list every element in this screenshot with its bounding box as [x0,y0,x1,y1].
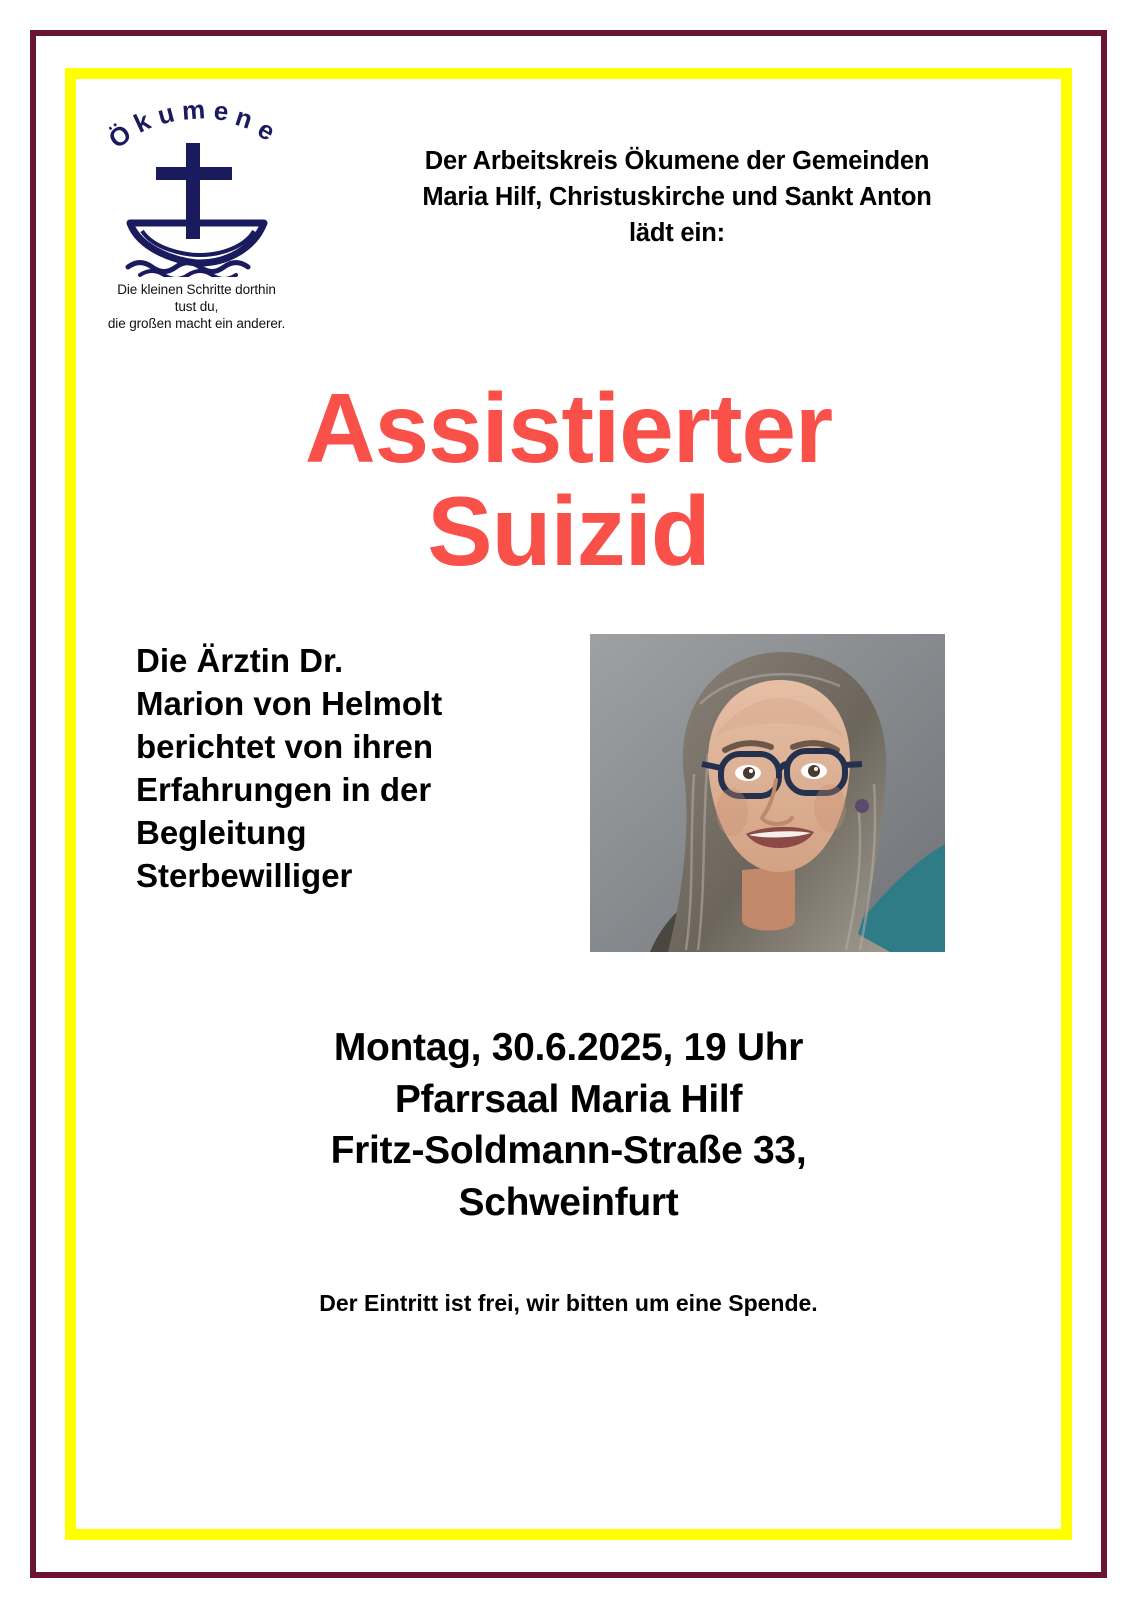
speaker-line-5: Begleitung [136,813,307,851]
invitation-line-3: lädt ein: [629,219,725,248]
speaker-description [136,634,566,897]
invitation-line-2: Maria Hilf, Christuskirche und Sankt Anton [422,183,932,212]
logo-motto [94,282,299,333]
speaker-section [94,634,1043,952]
logo-motto-line-1: Die kleinen Schritte dorthin [117,282,276,297]
logo-mark [102,95,292,280]
speaker-line-2: Marion von Helmolt [136,685,443,723]
poster-title-line-2: Suizid [427,475,710,586]
logo-motto-line-3: die großen macht ein anderer. [107,315,286,331]
speaker-line-1: Die Ärztin Dr. [136,642,344,680]
oekumene-logo [94,87,299,333]
speaker-line-6: Sterbewilliger [136,856,353,894]
speaker-line-3: berichtet von ihren [136,728,434,766]
event-line-1: Montag, 30.6.2025, 19 Uhr [333,1026,804,1070]
poster-content [76,79,1061,1529]
event-line-2: Pfarrsaal Maria Hilf [394,1077,743,1121]
entry-note: Der Eintritt ist frei, wir bitten um eine Spende. [319,1290,818,1317]
poster-title [94,372,1043,586]
logo-motto-line-2: tust du, [174,298,219,314]
cross-and-boat-icon [114,127,282,277]
logo-wordmark: Ö k u m e n e [102,94,280,155]
invitation-line-1: Der Arbeitskreis Ökumene der Gemeinden [424,147,930,175]
speaker-portrait [590,634,945,952]
event-line-4: Schweinfurt [458,1180,679,1224]
event-details [94,1022,1043,1228]
speaker-line-4: Erfahrungen in der [136,771,432,809]
portrait-photo [590,634,945,952]
poster-header [94,87,1043,333]
poster-title-line-1: Assistierter [304,372,833,483]
event-line-3: Fritz-Soldmann-Straße 33, [330,1129,807,1173]
invitation-text [311,87,1043,252]
